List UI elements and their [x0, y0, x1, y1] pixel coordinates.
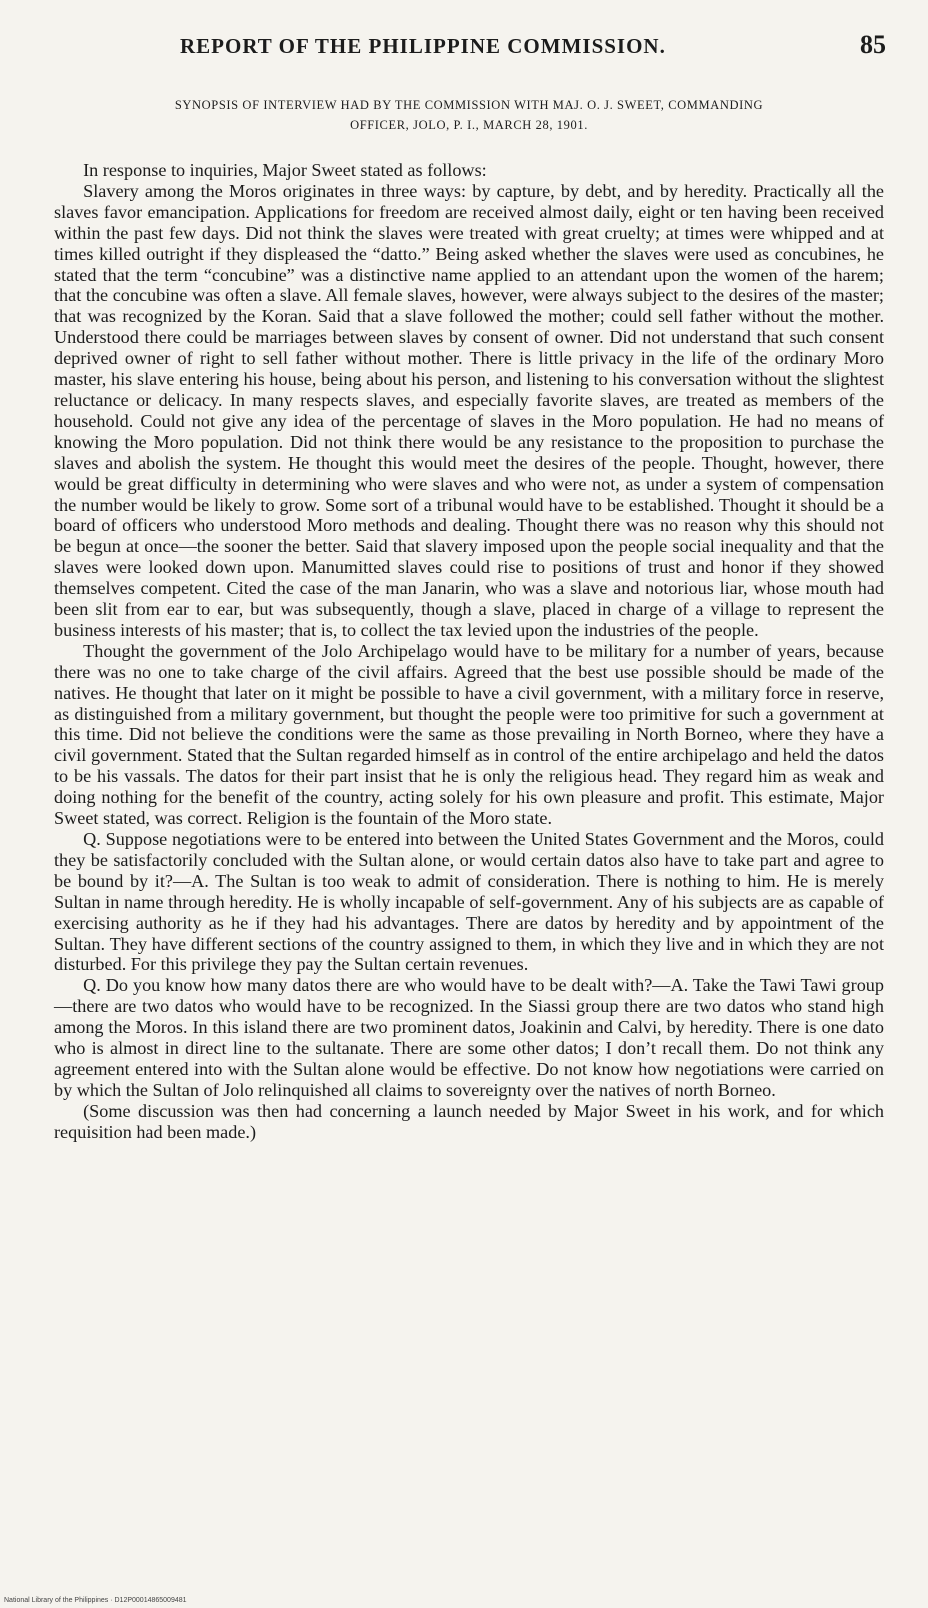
paragraph-negotiations: Q. Suppose negotiations were to be entered into between the United States Government and the Moros, could they be satisfactorily concluded with the Sultan alone, or would certain datos also have to take part and agree to be bound by it?—A. The Sultan is too weak to admit of consideration. There is nothing to him. He is merely Sultan in name through heredity. He is wholly incapable of self-government. Any of his subjects are as capable of exercising authority as he if they had his advantages. There are datos by heredity and by appointment of the Sultan. They have different sections of the country assigned to them, in which they live and in which they are not disturbed. For this privilege they pay the Sultan certain revenues.	[54, 829, 884, 975]
running-title: REPORT OF THE PHILIPPINE COMMISSION.	[180, 34, 666, 58]
paragraph-datos: Q. Do you know how many datos there are who would have to be dealt with?—A. Take the Tawi Tawi group—there are two datos who would have to be recognized. In the Siassi group there are two datos who stand high among the Moros. In this island there are two prominent datos, Joakinin and Calvi, by heredity. There is one dato who is almost in direct line to the sultanate. There are some other datos; I don’t recall them. Do not think any agreement entered into with the Sultan alone would be effective. Do not know how negotiations were carried on by which the Sultan of Jolo relinquished all claims to sovereignty over the natives of north Borneo.	[54, 975, 884, 1100]
running-head	[0, 30, 928, 66]
body-text	[54, 160, 884, 1143]
synopsis-heading	[50, 95, 888, 135]
paragraph-slavery: Slavery among the Moros originates in three ways: by capture, by debt, and by heredity. Practically all the slaves favor emancipation. Applications for freedom are received almost daily, eight or ten having been received within the past few days. Did not think the slaves were treated with great cruelty; at times were whipped and at times killed outright if they displeased the “datto.” Being asked whether the slaves were used as concubines, he stated that the term “concubine” was a distinctive name applied to an attendant upon the women of the harem; that the concubine was often a slave. All female slaves, however, were always subject to the desires of the master; that was recognized by the Koran. Said that a slave followed the mother; could sell father without the mother. Understood there could be marriages between slaves by consent of owner. Did not understand that such consent deprived owner of right to sell father without mother. There is little privacy in the life of the ordinary Moro master, his slave entering his house, being about his person, and listening to his conversation without the slightest reluctance or delicacy. In many respects slaves, and especially favorite slaves, are treated as members of the household. Could not give any idea of the percentage of slaves in the Moro population. He had no means of knowing the Moro population. Did not think there would be any resistance to the proposition to purchase the slaves and abolish the system. He thought this would meet the desires of the people. Thought, however, there would be great difficulty in determining who were slaves and who were not, as under a system of compensation the number would be likely to grow. Some sort of a tribunal would have to be established. Thought it should be a board of officers who understood Moro methods and dealing. Thought there was no reason why this should not be begun at once—the sooner the better. Said that slavery imposed upon the people social inequality and that the slaves were looked down upon. Manumitted slaves could rise to positions of trust and honor if they showed themselves competent. Cited the case of the man Janarin, who was a slave and notorious liar, whose mouth had been slit from ear to ear, but was subsequently, though a slave, placed in charge of a village to represent the business interests of his master; that is, to collect the tax levied upon the industries of the people.	[54, 180, 884, 640]
paragraph-launch: (Some discussion was then had concerning a launch needed by Major Sweet in his work, and for which requisition had been made.)	[54, 1100, 884, 1142]
paragraph-government: Thought the government of the Jolo Archipelago would have to be military for a number of years, because there was no one to take charge of the civil affairs. Agreed that the best use possible should be made of the natives. He thought that later on it might be possible to have a civil government, with a military force in reserve, as distinguished from a military government, but thought the people were too primitive for such a government at this time. Did not believe the conditions were the same as those prevailing in North Borneo, where they have a civil government. Stated that the Sultan regarded himself as in control of the entire archipelago and held the datos to be his vassals. The datos for their part insist that he is only the religious head. They regard him as weak and doing nothing for the benefit of the country, acting solely for his own pleasure and profit. This estimate, Major Sweet stated, was correct. Religion is the fountain of the Moro state.	[54, 640, 884, 829]
page-number: 85	[860, 30, 886, 59]
scan-footer: National Library of the Philippines · D12P00014865009481	[4, 1597, 187, 1604]
paragraph-intro: In response to inquiries, Major Sweet stated as follows:	[83, 160, 487, 180]
synopsis-line-2: OFFICER, JOLO, P. I., MARCH 28, 1901.	[350, 118, 588, 132]
synopsis-line-1: SYNOPSIS OF INTERVIEW HAD BY THE COMMISSION WITH MAJ. O. J. SWEET, COMMANDING	[174, 98, 764, 112]
